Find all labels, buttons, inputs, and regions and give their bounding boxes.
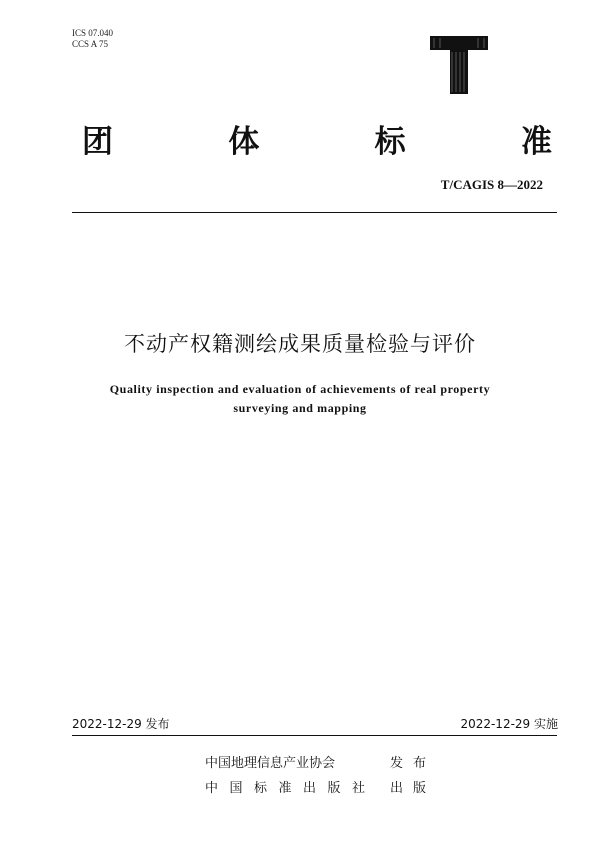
implementation-date: 2022-12-29 实施 [460,717,558,731]
category-char-2: 体 [228,123,260,160]
standard-logo-t-icon [430,36,488,94]
top-divider [72,212,557,213]
ccs-code: CCS A 75 [72,39,109,49]
issuing-organization: 中国地理信息产业协会 [205,756,336,771]
standard-number: T/CAGIS 8—2022 [440,177,543,192]
ics-code: ICS 07.040 [72,28,114,38]
english-title [0,380,600,418]
english-title-line-2: surveying and mapping [233,401,367,415]
chinese-title: 不动产权籍测绘成果质量检验与评价 [124,332,476,356]
standard-category-title [82,118,552,158]
issuer-role: 发布 [390,756,437,771]
publishing-house: 中国标准出版社 [205,781,377,796]
category-char-4: 准 [520,123,552,160]
english-title-line-1: Quality inspection and evaluation of achievements of real property [109,382,491,396]
bottom-divider [72,735,557,736]
category-char-1: 团 [82,123,113,160]
classification-codes [72,28,113,50]
issue-date: 2022-12-29 发布 [72,717,170,731]
category-char-3: 标 [374,123,406,160]
press-role: 出版 [390,781,437,796]
